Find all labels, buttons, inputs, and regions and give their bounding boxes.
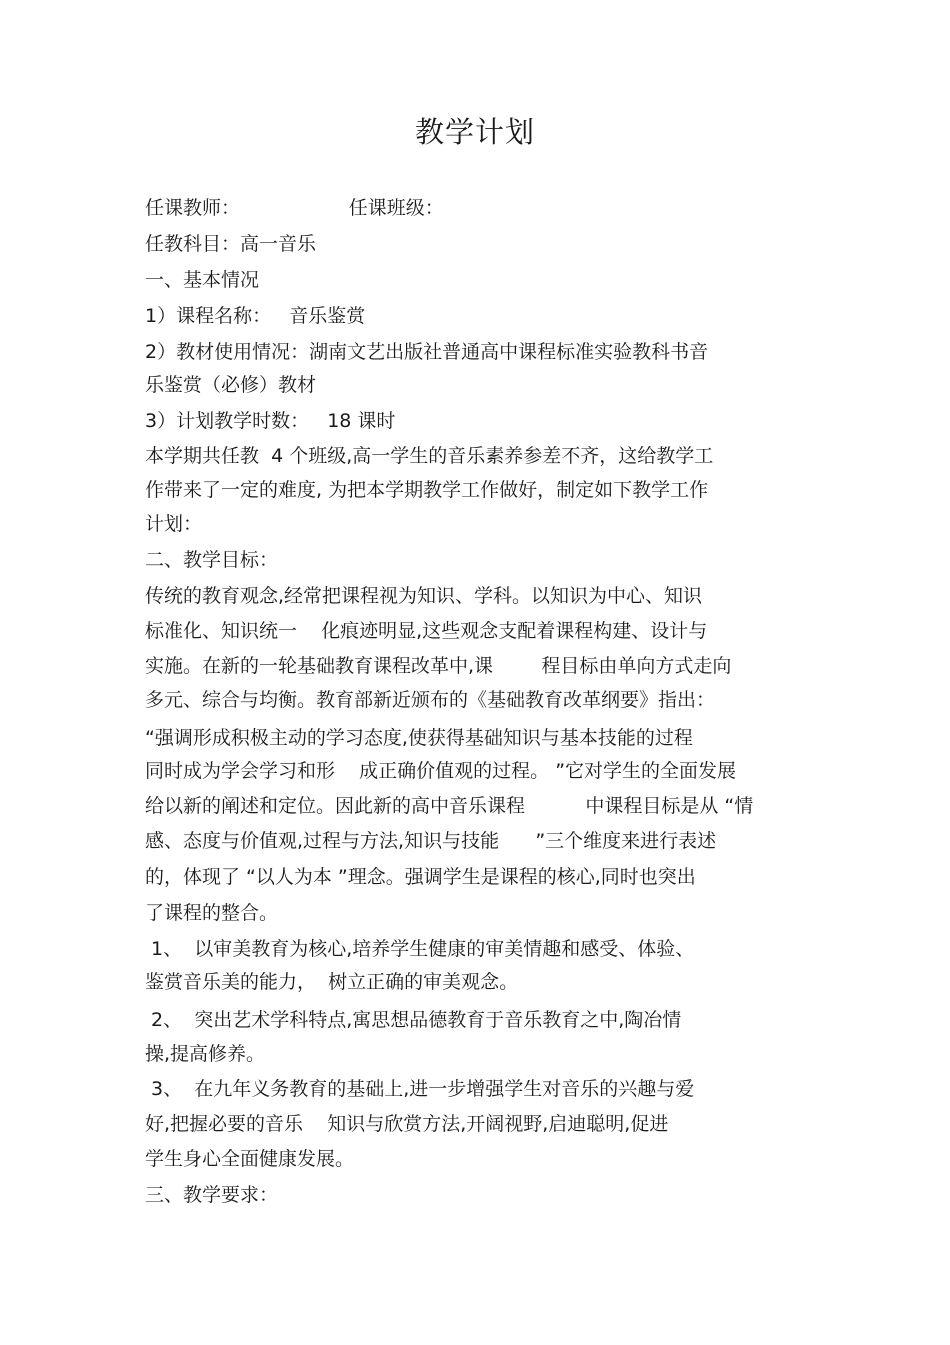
text-line: 学生身心全面健康发展。 [145, 1148, 355, 1170]
section-heading: 二、教学目标： [145, 549, 279, 571]
text-line: 乐鉴赏（必修）教材 [145, 374, 317, 396]
text-line: 好,把握必要的音乐 知识与欣赏方法,开阔视野,启迪聪明,促进 [145, 1113, 669, 1135]
text-line: 计划： [145, 513, 203, 535]
list-item: 1、 以审美教育为核心,培养学生健康的审美情趣和感受、体验、 [145, 938, 695, 960]
text-line: 2）教材使用情况：湖南文艺出版社普通高中课程标准实验教科书音 [145, 341, 709, 363]
list-item: 3、 在九年义务教育的基础上,进一步增强学生对音乐的兴趣与爱 [145, 1078, 695, 1100]
text-line: 给以新的阐述和定位。因此新的高中音乐课程 中课程目标是从 “情 [145, 795, 754, 817]
text-line: 3）计划教学时数： 18 课时 [145, 410, 396, 432]
text-line: 鉴赏音乐美的能力， 树立正确的审美观念。 [145, 971, 519, 993]
text-line: 同时成为学会学习和形 成正确价值观的过程。 ”它对学生的全面发展 [145, 760, 737, 782]
text-line: 作带来了一定的难度, 为把本学期教学工作做好，制定如下教学工作 [145, 479, 709, 501]
text-line: 感、态度与价值观,过程与方法,知识与技能 ”三个维度来进行表述 [145, 830, 717, 852]
text-line: 任教科目：高一音乐 [145, 233, 317, 255]
text-line: 标准化、知识统一 化痕迹明显,这些观念支配着课程构建、设计与 [145, 620, 708, 642]
list-item: 2、 突出艺术学科特点,寓思想品德教育于音乐教育之中,陶冶情 [145, 1009, 682, 1031]
page-title: 教学计划 [414, 115, 535, 149]
text-line: 了课程的整合。 [145, 902, 279, 924]
text-line: 1）课程名称： 音乐鉴赏 [145, 305, 366, 327]
section-heading: 三、教学要求： [145, 1184, 279, 1206]
text-line: 实施。在新的一轮基础教育课程改革中,课 程目标由单向方式走向 [145, 655, 732, 677]
text-line: 的，体现了 “以人为本 ”理念。强调学生是课程的核心,同时也突出 [145, 866, 696, 888]
text-line: 多元、综合与均衡。教育部新近颁布的《基础教育改革纲要》指出： [145, 689, 716, 711]
text-line: 本学期共任教 4 个班级,高一学生的音乐素养参差不齐，这给教学工 [145, 445, 714, 467]
text-line: “强调形成积极主动的学习态度,使获得基础知识与基本技能的过程 [145, 727, 693, 749]
section-heading: 一、基本情况 [145, 269, 260, 291]
text-line: 任课教师： 任课班级： [145, 197, 444, 219]
text-line: 操,提高修养。 [145, 1043, 266, 1065]
text-line: 传统的教育观念,经常把课程视为知识、学科。以知识为中心、知识 [145, 585, 703, 607]
